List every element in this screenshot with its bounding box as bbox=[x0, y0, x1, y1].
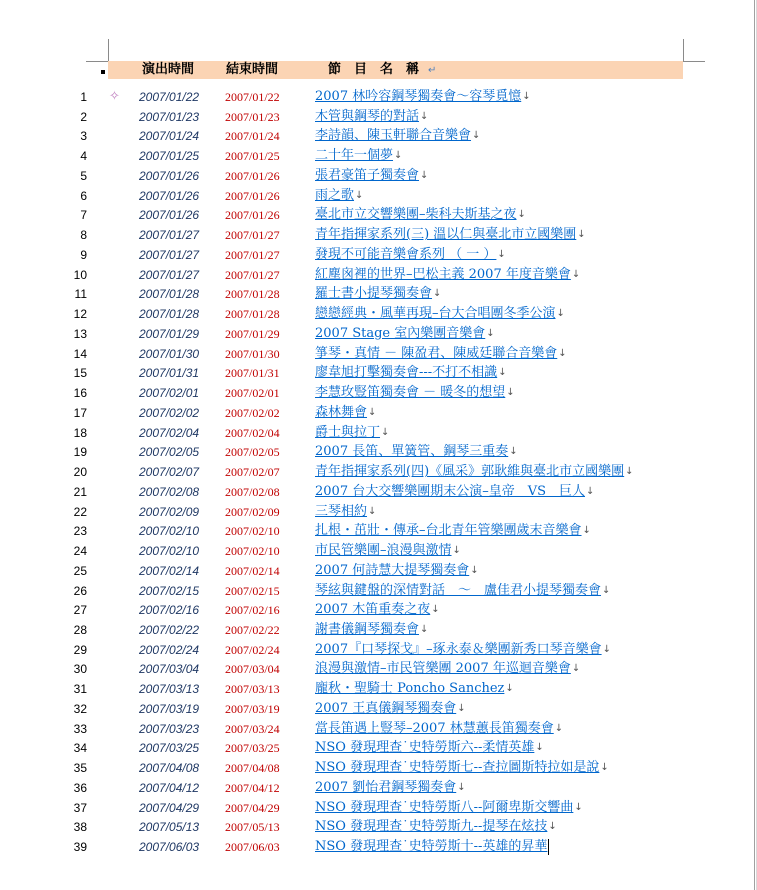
line-break-mark: ↓ bbox=[548, 821, 557, 833]
end-date: 2007/01/28 bbox=[225, 307, 280, 322]
end-date: 2007/05/13 bbox=[225, 820, 280, 835]
program-title-link[interactable]: 市民管樂團–浪漫與激情 bbox=[315, 543, 452, 559]
end-date: 2007/01/27 bbox=[225, 267, 280, 282]
table-row bbox=[0, 325, 700, 345]
line-break-mark: ↓ bbox=[535, 742, 544, 754]
line-break-mark: ↓ bbox=[452, 545, 461, 557]
start-date: 2007/02/04 bbox=[139, 425, 200, 440]
program-title-link[interactable]: NSO 發現理查˙史特勞斯六--柔情英雄 bbox=[315, 740, 535, 756]
line-break-mark: ↓ bbox=[522, 91, 531, 102]
end-date: 2007/04/29 bbox=[225, 800, 280, 815]
start-date: 2007/02/09 bbox=[139, 504, 200, 519]
line-break-mark: ↓ bbox=[571, 268, 581, 280]
table-row bbox=[0, 779, 700, 799]
row-number: 11 bbox=[74, 287, 87, 302]
table-row bbox=[0, 246, 700, 266]
line-break-mark: ↓ bbox=[509, 446, 518, 458]
table-row bbox=[0, 601, 700, 621]
line-break-mark: ↓ bbox=[472, 130, 481, 142]
end-date: 2007/01/27 bbox=[225, 247, 280, 262]
line-break-mark: ↓ bbox=[577, 229, 586, 241]
row-number: 6 bbox=[80, 188, 87, 203]
line-break-mark: ↓ bbox=[394, 150, 403, 162]
start-date: 2007/02/02 bbox=[139, 405, 200, 420]
start-date: 2007/04/08 bbox=[139, 761, 200, 776]
end-date: 2007/02/10 bbox=[225, 544, 280, 559]
table-row bbox=[0, 384, 700, 404]
program-title-link[interactable]: 木管與鋼琴的對話 bbox=[315, 108, 420, 124]
row-number: 30 bbox=[73, 662, 87, 677]
start-date: 2007/01/27 bbox=[139, 267, 200, 282]
table-row bbox=[0, 167, 700, 187]
start-date: 2007/02/14 bbox=[139, 563, 200, 578]
end-date: 2007/02/10 bbox=[225, 524, 280, 539]
line-break-mark: ↓ bbox=[457, 781, 466, 793]
program-title-link[interactable]: NSO 發現理查˙史特勞斯十--英雄的昇華 bbox=[315, 839, 548, 855]
line-break-mark: ↓ bbox=[554, 722, 564, 734]
table-row bbox=[0, 206, 700, 226]
table-row bbox=[0, 108, 700, 128]
header-program-title: 節 目 名 稱 bbox=[328, 62, 420, 77]
table-row bbox=[0, 838, 700, 858]
start-date: 2007/01/23 bbox=[139, 109, 200, 124]
paragraph-bullet bbox=[101, 70, 105, 74]
end-date: 2007/02/14 bbox=[225, 563, 280, 578]
row-number: 37 bbox=[73, 800, 87, 815]
line-break-mark: ↓ bbox=[571, 663, 581, 675]
program-title-link[interactable]: 謝書儀鋼琴獨奏會 bbox=[315, 621, 420, 637]
table-row bbox=[0, 266, 700, 286]
program-title-link[interactable]: 李慧玫豎笛獨奏會 － 暖冬的想望 bbox=[315, 385, 506, 401]
program-title-link[interactable]: 浪漫與激情–市民管樂團 2007 年巡迴音樂會 bbox=[315, 661, 571, 677]
line-break-mark: ↓ bbox=[574, 801, 583, 813]
row-number: 33 bbox=[73, 721, 87, 736]
start-date: 2007/02/08 bbox=[139, 484, 200, 499]
start-date: 2007/01/27 bbox=[139, 247, 200, 262]
start-date: 2007/01/30 bbox=[139, 346, 200, 361]
row-number: 35 bbox=[73, 761, 87, 776]
end-date: 2007/01/26 bbox=[225, 168, 280, 183]
program-title-link[interactable]: 2007 Stage 室內樂團音樂會 bbox=[315, 325, 486, 341]
end-date: 2007/01/26 bbox=[225, 188, 280, 203]
table-row bbox=[0, 759, 700, 779]
row-number: 32 bbox=[73, 701, 87, 716]
table-row bbox=[0, 424, 700, 444]
crop-mark-right-vertical bbox=[683, 39, 684, 61]
table-row bbox=[0, 226, 700, 246]
crop-mark-right-horizontal bbox=[683, 61, 705, 62]
program-title-link[interactable]: NSO 發現理查˙史特勞斯九--提琴在炫技 bbox=[315, 819, 548, 835]
header-end-time: 結束時間 bbox=[226, 62, 279, 77]
table-row bbox=[0, 818, 700, 838]
row-number: 21 bbox=[73, 484, 87, 499]
row-number: 5 bbox=[80, 168, 87, 183]
start-date: 2007/02/07 bbox=[139, 465, 200, 480]
row-number: 28 bbox=[73, 622, 87, 637]
row-number: 14 bbox=[73, 346, 87, 361]
table-row bbox=[0, 700, 700, 720]
line-break-mark: ↓ bbox=[517, 209, 526, 221]
end-date: 2007/02/16 bbox=[225, 603, 280, 618]
start-date: 2007/05/13 bbox=[139, 820, 200, 835]
start-date: 2007/03/25 bbox=[139, 741, 200, 756]
line-break-mark: ↓ bbox=[506, 387, 515, 399]
table-row bbox=[0, 582, 700, 602]
row-number: 18 bbox=[73, 425, 87, 440]
program-title-link[interactable]: 2007『口琴探戈』–琢永泰＆樂團新秀口琴音樂會 bbox=[315, 641, 602, 657]
program-title-link[interactable]: 羅士書小提琴獨奏會 bbox=[315, 286, 433, 302]
start-date: 2007/01/31 bbox=[139, 366, 200, 381]
program-title-link[interactable]: 爵士與拉丁 bbox=[315, 424, 381, 440]
line-break-mark: ↓ bbox=[486, 327, 495, 339]
row-number: 15 bbox=[73, 366, 87, 381]
line-break-mark: ↓ bbox=[625, 466, 634, 478]
row-number: 20 bbox=[73, 465, 87, 480]
row-number: 3 bbox=[80, 129, 87, 144]
program-title-link[interactable]: 2007 何詩慧大提琴獨奏會 bbox=[315, 562, 470, 578]
line-break-mark: ↓ bbox=[586, 485, 595, 497]
line-break-mark: ↓ bbox=[368, 406, 377, 418]
paragraph-mark: ↵ bbox=[428, 65, 437, 76]
start-date: 2007/01/28 bbox=[139, 287, 200, 302]
start-date: 2007/02/10 bbox=[139, 524, 200, 539]
program-title-link[interactable]: 琴絃與鍵盤的深情對話 ～ 盧佳君小提琴獨奏會 bbox=[315, 582, 602, 598]
end-date: 2007/03/04 bbox=[225, 662, 280, 677]
program-title-link[interactable]: 紅塵囪裡的世界–巴松主義 2007 年度音樂會 bbox=[315, 266, 571, 282]
start-date: 2007/01/25 bbox=[139, 149, 200, 164]
line-break-mark: ↓ bbox=[457, 702, 466, 714]
row-number: 24 bbox=[73, 544, 87, 559]
line-break-mark: ↓ bbox=[556, 308, 565, 320]
line-break-mark: ↓ bbox=[420, 623, 429, 635]
table-row bbox=[0, 483, 700, 503]
row-number: 25 bbox=[73, 563, 87, 578]
start-date: 2007/01/29 bbox=[139, 326, 200, 341]
text-cursor bbox=[548, 839, 549, 855]
program-title-link[interactable]: 張君豪笛子獨奏會 bbox=[315, 167, 420, 183]
end-date: 2007/03/24 bbox=[225, 721, 280, 736]
row-number: 1 bbox=[80, 90, 87, 104]
line-break-mark: ↓ bbox=[368, 505, 377, 517]
start-date: 2007/01/27 bbox=[139, 228, 200, 243]
row-number: 10 bbox=[73, 267, 87, 282]
sparkle-icon: ✧ bbox=[109, 89, 120, 104]
end-date: 2007/01/26 bbox=[225, 208, 280, 223]
row-number: 38 bbox=[73, 820, 87, 835]
start-date: 2007/01/24 bbox=[139, 129, 200, 144]
end-date: 2007/02/15 bbox=[225, 583, 280, 598]
start-date: 2007/03/13 bbox=[139, 682, 200, 697]
program-title-link[interactable]: 發現不可能音樂會系列 （ 一 ） bbox=[315, 246, 497, 262]
start-date: 2007/02/05 bbox=[139, 445, 200, 460]
program-title-link[interactable]: 扎根・茁壯・傳承–台北青年管樂團歲末音樂會 bbox=[315, 523, 582, 539]
start-date: 2007/02/22 bbox=[139, 622, 200, 637]
end-date: 2007/02/01 bbox=[225, 386, 280, 401]
table-row bbox=[0, 147, 700, 167]
table-row bbox=[0, 641, 700, 661]
start-date: 2007/02/10 bbox=[139, 544, 200, 559]
start-date: 2007/02/16 bbox=[139, 603, 200, 618]
table-row bbox=[0, 739, 700, 759]
end-date: 2007/03/13 bbox=[225, 682, 280, 697]
line-break-mark: ↓ bbox=[498, 367, 507, 379]
line-break-mark: ↓ bbox=[431, 604, 440, 616]
start-date: 2007/06/03 bbox=[139, 840, 200, 855]
table-row bbox=[0, 562, 700, 582]
program-title-link[interactable]: 箏琴・真情 － 陳盈君、陳威廷聯合音樂會 bbox=[315, 345, 558, 361]
program-title-link[interactable]: 2007 木笛重奏之夜 bbox=[315, 602, 431, 618]
program-title-link[interactable]: 龐秋・聖騎士 Poncho Sanchez bbox=[315, 681, 505, 697]
line-break-mark: ↓ bbox=[600, 762, 609, 774]
start-date: 2007/02/24 bbox=[139, 642, 200, 657]
table-row bbox=[0, 305, 700, 325]
program-title-link[interactable]: 臺北市立交響樂團–柴科夫斯基之夜 bbox=[315, 207, 517, 223]
end-date: 2007/01/22 bbox=[225, 90, 280, 104]
end-date: 2007/01/27 bbox=[225, 228, 280, 243]
end-date: 2007/02/24 bbox=[225, 642, 280, 657]
table-row bbox=[0, 443, 700, 463]
line-break-mark: ↓ bbox=[433, 288, 442, 300]
program-title-link[interactable]: 2007 王真儀鋼琴獨奏會 bbox=[315, 700, 457, 716]
end-date: 2007/02/05 bbox=[225, 445, 280, 460]
table-row bbox=[0, 542, 700, 562]
table-row bbox=[0, 680, 700, 700]
table-row bbox=[0, 621, 700, 641]
table-row bbox=[0, 345, 700, 365]
program-title-link[interactable]: 二十年一個夢 bbox=[315, 148, 394, 164]
program-title-link[interactable]: NSO 發現理查˙史特勞斯八--阿爾卑斯交響曲 bbox=[315, 799, 574, 815]
program-title-link[interactable]: 雨之歌 bbox=[315, 187, 355, 203]
start-date: 2007/03/19 bbox=[139, 701, 200, 716]
start-date: 2007/01/28 bbox=[139, 307, 200, 322]
row-number: 17 bbox=[73, 405, 87, 420]
line-break-mark: ↓ bbox=[497, 248, 506, 260]
start-date: 2007/02/15 bbox=[139, 583, 200, 598]
row-number: 12 bbox=[73, 307, 87, 322]
row-number: 34 bbox=[73, 741, 87, 756]
line-break-mark: ↓ bbox=[420, 169, 429, 181]
table-row bbox=[0, 503, 700, 523]
line-break-mark: ↓ bbox=[470, 564, 479, 576]
end-date: 2007/02/08 bbox=[225, 484, 280, 499]
crop-mark-left-horizontal bbox=[86, 61, 108, 62]
start-date: 2007/02/01 bbox=[139, 386, 200, 401]
end-date: 2007/03/25 bbox=[225, 741, 280, 756]
start-date: 2007/01/22 bbox=[139, 90, 200, 104]
table-row bbox=[0, 364, 700, 384]
program-title-link[interactable]: 青年指揮家系列(四)《風采》郭耿維與臺北市立國樂團 bbox=[315, 464, 625, 480]
end-date: 2007/04/12 bbox=[225, 780, 280, 795]
end-date: 2007/01/28 bbox=[225, 287, 280, 302]
row-number: 39 bbox=[73, 840, 87, 855]
line-break-mark: ↓ bbox=[420, 110, 429, 122]
table-row bbox=[0, 285, 700, 305]
end-date: 2007/04/08 bbox=[225, 761, 280, 776]
end-date: 2007/01/24 bbox=[225, 129, 280, 144]
end-date: 2007/01/30 bbox=[225, 346, 280, 361]
start-date: 2007/01/26 bbox=[139, 188, 200, 203]
line-break-mark: ↓ bbox=[505, 683, 514, 695]
end-date: 2007/01/31 bbox=[225, 366, 280, 381]
table-row bbox=[0, 404, 700, 424]
line-break-mark: ↓ bbox=[381, 426, 390, 438]
line-break-mark: ↓ bbox=[602, 643, 611, 655]
program-title-link[interactable]: 2007 長笛、單簧管、鋼琴三重奏 bbox=[315, 444, 509, 460]
row-number: 26 bbox=[73, 583, 87, 598]
start-date: 2007/01/26 bbox=[139, 208, 200, 223]
end-date: 2007/06/03 bbox=[225, 840, 280, 855]
end-date: 2007/02/22 bbox=[225, 622, 280, 637]
table-row bbox=[0, 799, 700, 819]
row-number: 19 bbox=[73, 445, 87, 460]
line-break-mark: ↓ bbox=[355, 189, 364, 201]
row-number: 9 bbox=[80, 247, 87, 262]
start-date: 2007/03/04 bbox=[139, 662, 200, 677]
header-start-time: 演出時間 bbox=[142, 62, 195, 77]
start-date: 2007/03/23 bbox=[139, 721, 200, 736]
table-row bbox=[0, 88, 700, 108]
end-date: 2007/01/23 bbox=[225, 109, 280, 124]
row-number: 13 bbox=[73, 326, 87, 341]
program-title-link[interactable]: 青年指揮家系列(三) 溫以仁與臺北市立國樂團 bbox=[315, 227, 577, 243]
start-date: 2007/01/26 bbox=[139, 168, 200, 183]
table-row bbox=[0, 127, 700, 147]
program-title-link[interactable]: 戀戀經典・風華再現–台大合唱團冬季公演 bbox=[315, 306, 556, 322]
end-date: 2007/02/09 bbox=[225, 504, 280, 519]
end-date: 2007/02/02 bbox=[225, 405, 280, 420]
program-title-link[interactable]: 三琴相約 bbox=[315, 503, 368, 519]
table-row bbox=[0, 660, 700, 680]
program-title-link[interactable]: 當長笛遇上豎琴–2007 林慧蕙長笛獨奏會 bbox=[315, 720, 554, 736]
start-date: 2007/04/29 bbox=[139, 800, 200, 815]
table-row bbox=[0, 187, 700, 207]
program-title-link[interactable]: 2007 林吟容鋼琴獨奏會～容琴覓憶 bbox=[315, 89, 522, 104]
table-row bbox=[0, 720, 700, 740]
end-date: 2007/01/29 bbox=[225, 326, 280, 341]
program-title-link[interactable]: 森林舞會 bbox=[315, 404, 368, 420]
end-date: 2007/01/25 bbox=[225, 149, 280, 164]
crop-mark-left-vertical bbox=[108, 39, 109, 61]
row-number: 36 bbox=[73, 780, 87, 795]
end-date: 2007/02/07 bbox=[225, 465, 280, 480]
end-date: 2007/02/04 bbox=[225, 425, 280, 440]
row-number: 16 bbox=[73, 386, 87, 401]
row-number: 2 bbox=[80, 109, 87, 124]
start-date: 2007/04/12 bbox=[139, 780, 200, 795]
line-break-mark: ↓ bbox=[602, 584, 611, 596]
end-date: 2007/03/19 bbox=[225, 701, 280, 716]
page-edge bbox=[754, 0, 755, 890]
row-number: 4 bbox=[80, 149, 87, 164]
table-row bbox=[0, 463, 700, 483]
row-number: 27 bbox=[73, 603, 87, 618]
row-number: 31 bbox=[73, 682, 87, 697]
row-number: 8 bbox=[80, 228, 87, 243]
program-title-link[interactable]: 2007 台大交響樂團期末公演–皇帝 VS 巨人 bbox=[315, 483, 586, 499]
row-number: 22 bbox=[73, 504, 87, 519]
line-break-mark: ↓ bbox=[582, 525, 591, 537]
line-break-mark: ↓ bbox=[558, 347, 567, 359]
row-number: 29 bbox=[73, 642, 87, 657]
table-row bbox=[0, 522, 700, 542]
program-title-link[interactable]: 2007 劉怡君鋼琴獨奏會 bbox=[315, 779, 457, 795]
row-number: 23 bbox=[73, 524, 87, 539]
program-title-link[interactable]: 李詩韻、陳玉軒聯合音樂會 bbox=[315, 128, 472, 144]
program-title-link[interactable]: 廖韋旭打擊獨奏會---不打不相識 bbox=[315, 365, 498, 381]
row-number: 7 bbox=[80, 208, 87, 223]
program-title-link[interactable]: NSO 發現理查˙史特勞斯七--查拉圖斯特拉如是說 bbox=[315, 760, 600, 776]
